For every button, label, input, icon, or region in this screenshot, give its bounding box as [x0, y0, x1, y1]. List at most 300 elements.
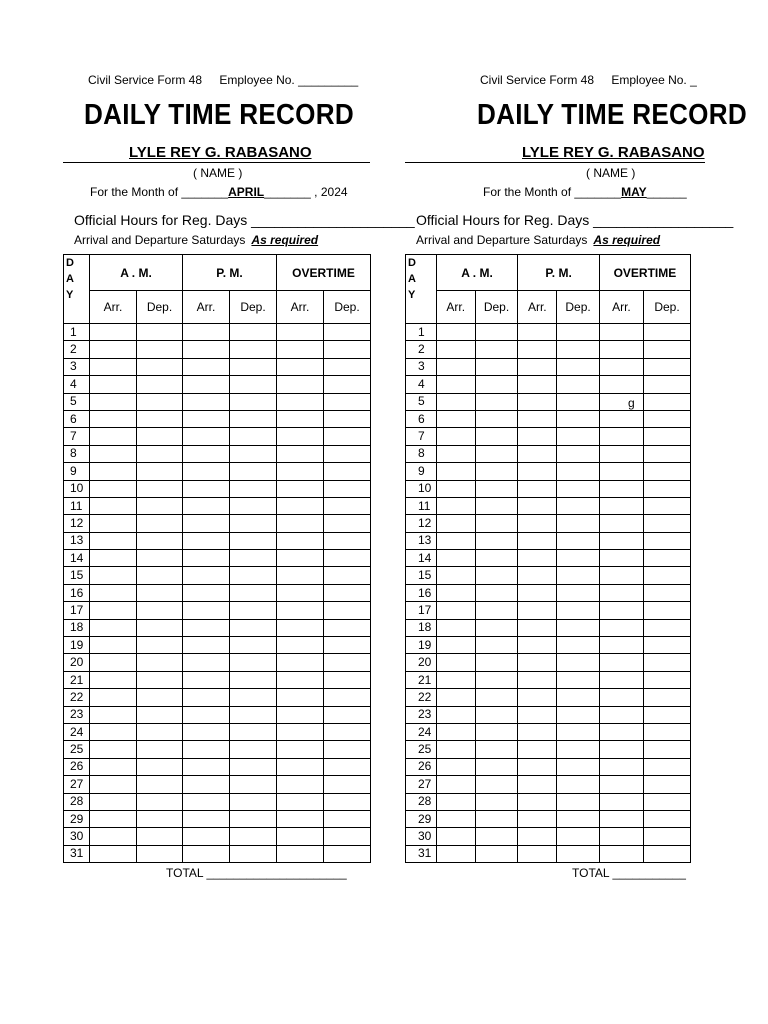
day-number: 17	[406, 602, 437, 619]
total-line	[572, 866, 686, 880]
overtime-arrival-cell[interactable]	[599, 689, 643, 706]
am-arrival-cell[interactable]	[436, 550, 475, 567]
table-row	[406, 550, 691, 567]
table-row	[406, 410, 691, 427]
am-arrival-cell[interactable]	[436, 567, 475, 584]
pm-arrival-cell[interactable]	[518, 793, 557, 810]
overtime-departure-cell[interactable]	[644, 741, 691, 758]
overtime-departure-header: Dep.	[324, 291, 371, 324]
am-departure-cell[interactable]	[475, 637, 518, 654]
table-row	[406, 515, 691, 532]
table-row	[406, 584, 691, 601]
pm-header: P. M.	[518, 255, 600, 291]
pm-arrival-cell[interactable]	[518, 324, 557, 341]
overtime-departure-cell[interactable]	[644, 689, 691, 706]
overtime-arrival-cell[interactable]	[599, 410, 643, 427]
saturday-line	[416, 233, 660, 247]
pm-departure-cell[interactable]	[557, 758, 600, 775]
overtime-departure-cell[interactable]	[644, 532, 691, 549]
pm-departure-cell[interactable]	[557, 445, 600, 462]
am-departure-header: Dep.	[475, 291, 518, 324]
am-departure-cell[interactable]	[475, 324, 518, 341]
employee-name: LYLE REY G. RABASANO	[129, 144, 312, 161]
table-row	[406, 689, 691, 706]
overtime-departure-cell[interactable]	[644, 515, 691, 532]
am-departure-cell[interactable]	[475, 584, 518, 601]
overtime-departure-cell[interactable]	[644, 706, 691, 723]
overtime-arrival-cell[interactable]	[599, 550, 643, 567]
overtime-departure-cell[interactable]	[644, 602, 691, 619]
am-arrival-cell[interactable]	[436, 602, 475, 619]
am-departure-cell[interactable]	[475, 602, 518, 619]
am-arrival-cell[interactable]	[436, 741, 475, 758]
day-number: 5	[64, 393, 90, 410]
pm-arrival-cell[interactable]	[518, 497, 557, 514]
am-arrival-cell[interactable]	[436, 828, 475, 845]
day-number: 25	[64, 741, 90, 758]
day-number: 14	[64, 550, 90, 567]
pm-departure-cell[interactable]	[557, 410, 600, 427]
day-number: 18	[64, 619, 90, 636]
overtime-arrival-cell[interactable]	[599, 393, 643, 410]
day-number: 7	[64, 428, 90, 445]
month-blank-post: _______	[264, 185, 311, 199]
am-departure-cell[interactable]	[475, 723, 518, 740]
overtime-departure-cell[interactable]	[644, 845, 691, 862]
overtime-arrival-cell[interactable]	[599, 793, 643, 810]
table-row	[406, 828, 691, 845]
day-number: 1	[64, 324, 90, 341]
table-row	[406, 358, 691, 375]
day-number: 4	[64, 376, 90, 393]
overtime-departure-cell[interactable]	[644, 584, 691, 601]
am-arrival-cell[interactable]	[436, 584, 475, 601]
employee-name: LYLE REY G. RABASANO	[522, 144, 705, 161]
day-number: 9	[64, 463, 90, 480]
am-header: A . M.	[436, 255, 518, 291]
am-departure-cell[interactable]	[475, 845, 518, 862]
time-record-table	[405, 254, 691, 863]
month-label: For the Month of	[90, 185, 179, 199]
day-number: 13	[406, 532, 437, 549]
total-label: TOTAL	[166, 866, 204, 880]
table-row	[406, 445, 691, 462]
am-arrival-cell[interactable]	[436, 845, 475, 862]
overtime-arrival-cell[interactable]	[599, 671, 643, 688]
am-arrival-cell[interactable]	[436, 793, 475, 810]
overtime-departure-cell[interactable]	[644, 671, 691, 688]
pm-departure-cell[interactable]	[557, 358, 600, 375]
day-number: 24	[64, 723, 90, 740]
am-arrival-cell[interactable]	[436, 376, 475, 393]
am-departure-cell[interactable]	[475, 776, 518, 793]
pm-arrival-header: Arr.	[183, 291, 230, 324]
page-title: DAILY TIME RECORD	[477, 99, 747, 131]
am-departure-cell[interactable]	[475, 497, 518, 514]
pm-arrival-cell[interactable]	[518, 445, 557, 462]
pm-arrival-cell[interactable]	[518, 706, 557, 723]
pm-arrival-cell[interactable]	[518, 393, 557, 410]
pm-arrival-cell[interactable]	[518, 550, 557, 567]
overtime-header: OVERTIME	[277, 255, 371, 291]
am-departure-cell[interactable]	[475, 445, 518, 462]
am-arrival-cell[interactable]	[436, 532, 475, 549]
pm-departure-cell[interactable]	[557, 706, 600, 723]
pm-arrival-cell[interactable]	[518, 515, 557, 532]
day-number: 4	[406, 376, 437, 393]
total-blank: ___________	[612, 866, 686, 880]
table-row	[406, 602, 691, 619]
table-row	[406, 758, 691, 775]
pm-arrival-cell[interactable]	[518, 376, 557, 393]
day-number: 19	[64, 637, 90, 654]
day-number: 23	[64, 706, 90, 723]
am-departure-cell[interactable]	[475, 828, 518, 845]
pm-arrival-cell[interactable]	[518, 776, 557, 793]
overtime-arrival-cell[interactable]	[599, 515, 643, 532]
day-number: 7	[406, 428, 437, 445]
table-row	[406, 671, 691, 688]
name-caption: ( NAME )	[586, 166, 636, 180]
am-arrival-cell[interactable]	[436, 689, 475, 706]
day-number: 5	[406, 393, 437, 410]
am-arrival-cell[interactable]	[436, 637, 475, 654]
am-arrival-cell[interactable]	[436, 497, 475, 514]
overtime-departure-cell[interactable]	[644, 445, 691, 462]
total-label: TOTAL	[572, 866, 610, 880]
table-row	[406, 480, 691, 497]
day-number: 20	[64, 654, 90, 671]
day-number: 26	[64, 758, 90, 775]
overtime-departure-cell[interactable]	[644, 376, 691, 393]
am-arrival-cell[interactable]	[436, 410, 475, 427]
pm-arrival-cell[interactable]	[518, 828, 557, 845]
overtime-arrival-cell[interactable]	[599, 584, 643, 601]
am-arrival-cell[interactable]	[436, 619, 475, 636]
day-number: 25	[406, 741, 437, 758]
table-row	[406, 793, 691, 810]
am-departure-cell[interactable]	[475, 741, 518, 758]
am-departure-cell[interactable]	[475, 393, 518, 410]
pm-arrival-cell[interactable]	[518, 567, 557, 584]
day-number: 3	[64, 358, 90, 375]
am-arrival-cell[interactable]	[436, 515, 475, 532]
pm-arrival-cell[interactable]	[518, 689, 557, 706]
pm-arrival-cell[interactable]	[518, 584, 557, 601]
am-departure-cell[interactable]	[475, 758, 518, 775]
overtime-arrival-cell[interactable]	[599, 776, 643, 793]
table-row	[406, 741, 691, 758]
overtime-arrival-cell[interactable]	[599, 376, 643, 393]
month-blank-pre: _______	[181, 185, 229, 199]
pm-departure-cell[interactable]	[557, 671, 600, 688]
pm-arrival-cell[interactable]	[518, 845, 557, 862]
am-arrival-cell[interactable]	[436, 393, 475, 410]
day-number: 2	[64, 341, 90, 358]
day-number: 21	[64, 671, 90, 688]
table-row	[406, 723, 691, 740]
day-number: 16	[64, 584, 90, 601]
am-departure-cell[interactable]	[475, 463, 518, 480]
pm-departure-cell[interactable]	[557, 550, 600, 567]
am-header: A . M.	[90, 255, 183, 291]
overtime-arrival-cell[interactable]	[599, 445, 643, 462]
pm-arrival-cell[interactable]	[518, 619, 557, 636]
stray-mark: g	[628, 396, 635, 410]
month-blank-pre: _______	[574, 185, 622, 199]
am-arrival-cell[interactable]	[436, 758, 475, 775]
am-arrival-cell[interactable]	[436, 723, 475, 740]
am-departure-cell[interactable]	[475, 341, 518, 358]
pm-arrival-cell[interactable]	[518, 480, 557, 497]
pm-arrival-cell[interactable]	[518, 654, 557, 671]
am-arrival-cell[interactable]	[436, 810, 475, 827]
day-number: 18	[406, 619, 437, 636]
am-departure-cell[interactable]	[475, 671, 518, 688]
pm-departure-cell[interactable]	[557, 393, 600, 410]
pm-departure-cell[interactable]	[557, 567, 600, 584]
overtime-departure-cell[interactable]	[644, 497, 691, 514]
overtime-arrival-cell[interactable]	[599, 341, 643, 358]
overtime-arrival-cell[interactable]	[599, 619, 643, 636]
overtime-arrival-cell[interactable]	[599, 463, 643, 480]
day-number: 6	[406, 410, 437, 427]
day-number: 9	[406, 463, 437, 480]
day-number: 1	[406, 324, 437, 341]
table-row	[406, 376, 691, 393]
pm-header: P. M.	[183, 255, 277, 291]
overtime-arrival-cell[interactable]	[599, 845, 643, 862]
pm-arrival-cell[interactable]	[518, 358, 557, 375]
am-arrival-cell[interactable]	[436, 445, 475, 462]
pm-arrival-cell[interactable]	[518, 810, 557, 827]
pm-arrival-cell[interactable]	[518, 671, 557, 688]
overtime-departure-cell[interactable]	[644, 776, 691, 793]
overtime-departure-cell[interactable]	[644, 358, 691, 375]
month-blank-post: ______	[646, 185, 687, 199]
day-number: 29	[406, 810, 437, 827]
pm-arrival-cell[interactable]	[518, 602, 557, 619]
pm-departure-cell[interactable]	[557, 637, 600, 654]
overtime-arrival-header: Arr.	[599, 291, 643, 324]
am-arrival-cell[interactable]	[436, 671, 475, 688]
table-row	[406, 776, 691, 793]
employee-number-blank: _________	[298, 73, 359, 87]
am-arrival-cell[interactable]	[436, 776, 475, 793]
overtime-arrival-cell[interactable]	[599, 706, 643, 723]
table-row	[406, 341, 691, 358]
am-arrival-header: Arr.	[436, 291, 475, 324]
overtime-arrival-cell[interactable]	[599, 654, 643, 671]
pm-arrival-header: Arr.	[518, 291, 557, 324]
am-departure-cell[interactable]	[475, 810, 518, 827]
am-arrival-cell[interactable]	[436, 706, 475, 723]
name-rule	[405, 162, 705, 163]
pm-arrival-cell[interactable]	[518, 463, 557, 480]
pm-departure-cell[interactable]	[557, 324, 600, 341]
overtime-departure-cell[interactable]	[644, 619, 691, 636]
am-departure-cell[interactable]	[475, 793, 518, 810]
pm-departure-header: Dep.	[557, 291, 600, 324]
am-departure-cell[interactable]	[475, 515, 518, 532]
pm-departure-cell[interactable]	[557, 602, 600, 619]
overtime-departure-cell[interactable]	[644, 723, 691, 740]
overtime-departure-cell[interactable]	[644, 428, 691, 445]
table-row	[406, 532, 691, 549]
page-title: DAILY TIME RECORD	[84, 99, 354, 131]
overtime-arrival-cell[interactable]	[599, 637, 643, 654]
overtime-arrival-cell[interactable]	[599, 324, 643, 341]
day-number: 6	[64, 410, 90, 427]
pm-departure-cell[interactable]	[557, 689, 600, 706]
table-row	[406, 324, 691, 341]
overtime-arrival-cell[interactable]	[599, 723, 643, 740]
table-row	[406, 619, 691, 636]
pm-arrival-cell[interactable]	[518, 341, 557, 358]
saturday-value: As required	[593, 233, 661, 247]
day-number: 3	[406, 358, 437, 375]
pm-departure-cell[interactable]	[557, 532, 600, 549]
day-number: 22	[406, 689, 437, 706]
day-number: 28	[64, 793, 90, 810]
overtime-departure-cell[interactable]	[644, 793, 691, 810]
overtime-arrival-cell[interactable]	[599, 532, 643, 549]
overtime-departure-cell[interactable]	[644, 341, 691, 358]
saturday-label: Arrival and Departure Saturdays	[74, 233, 246, 247]
form-label: Civil Service Form 48	[480, 73, 595, 87]
overtime-departure-cell[interactable]	[644, 637, 691, 654]
day-number: 31	[406, 845, 437, 862]
day-number: 28	[406, 793, 437, 810]
overtime-departure-cell[interactable]	[644, 324, 691, 341]
day-number: 10	[406, 480, 437, 497]
pm-departure-cell[interactable]	[557, 845, 600, 862]
overtime-departure-cell[interactable]	[644, 480, 691, 497]
day-number: 2	[406, 341, 437, 358]
overtime-departure-cell[interactable]	[644, 463, 691, 480]
day-number: 10	[64, 480, 90, 497]
overtime-departure-cell[interactable]	[644, 810, 691, 827]
day-number: 12	[64, 515, 90, 532]
am-departure-cell[interactable]	[475, 480, 518, 497]
overtime-departure-cell[interactable]	[644, 393, 691, 410]
day-number: 27	[406, 776, 437, 793]
am-arrival-cell[interactable]	[436, 654, 475, 671]
overtime-departure-cell[interactable]	[644, 654, 691, 671]
pm-departure-cell[interactable]	[557, 428, 600, 445]
pm-departure-cell[interactable]	[557, 497, 600, 514]
am-departure-cell[interactable]	[475, 689, 518, 706]
am-arrival-cell[interactable]	[436, 480, 475, 497]
day-column-header: D A Y	[64, 255, 90, 324]
overtime-departure-cell[interactable]	[644, 410, 691, 427]
am-departure-cell[interactable]	[475, 567, 518, 584]
am-departure-cell[interactable]	[475, 428, 518, 445]
overtime-arrival-cell[interactable]	[599, 758, 643, 775]
pm-arrival-cell[interactable]	[518, 758, 557, 775]
overtime-departure-cell[interactable]	[644, 567, 691, 584]
day-number: 15	[64, 567, 90, 584]
overtime-arrival-cell[interactable]	[599, 358, 643, 375]
pm-departure-cell[interactable]	[557, 741, 600, 758]
am-departure-cell[interactable]	[475, 706, 518, 723]
pm-departure-cell[interactable]	[557, 584, 600, 601]
overtime-arrival-cell[interactable]	[599, 741, 643, 758]
pm-arrival-cell[interactable]	[518, 410, 557, 427]
form-label: Civil Service Form 48	[88, 73, 203, 87]
pm-departure-cell[interactable]	[557, 463, 600, 480]
table-row	[406, 428, 691, 445]
am-departure-cell[interactable]	[475, 619, 518, 636]
overtime-header: OVERTIME	[599, 255, 690, 291]
pm-departure-cell[interactable]	[557, 793, 600, 810]
pm-departure-cell[interactable]	[557, 376, 600, 393]
day-number: 20	[406, 654, 437, 671]
day-number: 21	[406, 671, 437, 688]
am-arrival-cell[interactable]	[436, 358, 475, 375]
pm-departure-cell[interactable]	[557, 619, 600, 636]
am-departure-cell[interactable]	[475, 358, 518, 375]
day-number: 27	[64, 776, 90, 793]
am-arrival-cell[interactable]	[436, 463, 475, 480]
overtime-arrival-cell[interactable]	[599, 828, 643, 845]
am-departure-cell[interactable]	[475, 550, 518, 567]
pm-departure-header: Dep.	[230, 291, 277, 324]
overtime-arrival-cell[interactable]	[599, 567, 643, 584]
day-number: 15	[406, 567, 437, 584]
year: , 2024	[314, 185, 348, 199]
am-departure-cell[interactable]	[475, 410, 518, 427]
pm-departure-cell[interactable]	[557, 480, 600, 497]
overtime-departure-cell[interactable]	[644, 828, 691, 845]
day-number: 14	[406, 550, 437, 567]
pm-arrival-cell[interactable]	[518, 428, 557, 445]
overtime-arrival-cell[interactable]	[599, 602, 643, 619]
overtime-arrival-cell[interactable]	[599, 428, 643, 445]
am-departure-cell[interactable]	[475, 654, 518, 671]
day-number: 30	[406, 828, 437, 845]
day-column-header: D A Y	[406, 255, 437, 324]
overtime-arrival-cell[interactable]	[599, 810, 643, 827]
pm-arrival-cell[interactable]	[518, 532, 557, 549]
month-line	[483, 185, 687, 199]
pm-departure-cell[interactable]	[557, 723, 600, 740]
overtime-departure-cell[interactable]	[644, 758, 691, 775]
pm-departure-cell[interactable]	[557, 810, 600, 827]
pm-arrival-cell[interactable]	[518, 723, 557, 740]
employee-number-label: Employee No.	[219, 73, 295, 87]
pm-departure-cell[interactable]	[557, 515, 600, 532]
overtime-arrival-cell[interactable]	[599, 480, 643, 497]
overtime-arrival-cell[interactable]	[599, 497, 643, 514]
pm-departure-cell[interactable]	[557, 654, 600, 671]
pm-departure-cell[interactable]	[557, 341, 600, 358]
am-arrival-cell[interactable]	[436, 324, 475, 341]
pm-departure-cell[interactable]	[557, 828, 600, 845]
table-row	[406, 393, 691, 410]
pm-arrival-cell[interactable]	[518, 637, 557, 654]
pm-departure-cell[interactable]	[557, 776, 600, 793]
table-row	[406, 654, 691, 671]
am-departure-cell[interactable]	[475, 532, 518, 549]
am-departure-cell[interactable]	[475, 376, 518, 393]
day-number: 12	[406, 515, 437, 532]
pm-arrival-cell[interactable]	[518, 741, 557, 758]
am-arrival-cell[interactable]	[436, 428, 475, 445]
am-arrival-cell[interactable]	[436, 341, 475, 358]
day-number: 26	[406, 758, 437, 775]
overtime-departure-cell[interactable]	[644, 550, 691, 567]
